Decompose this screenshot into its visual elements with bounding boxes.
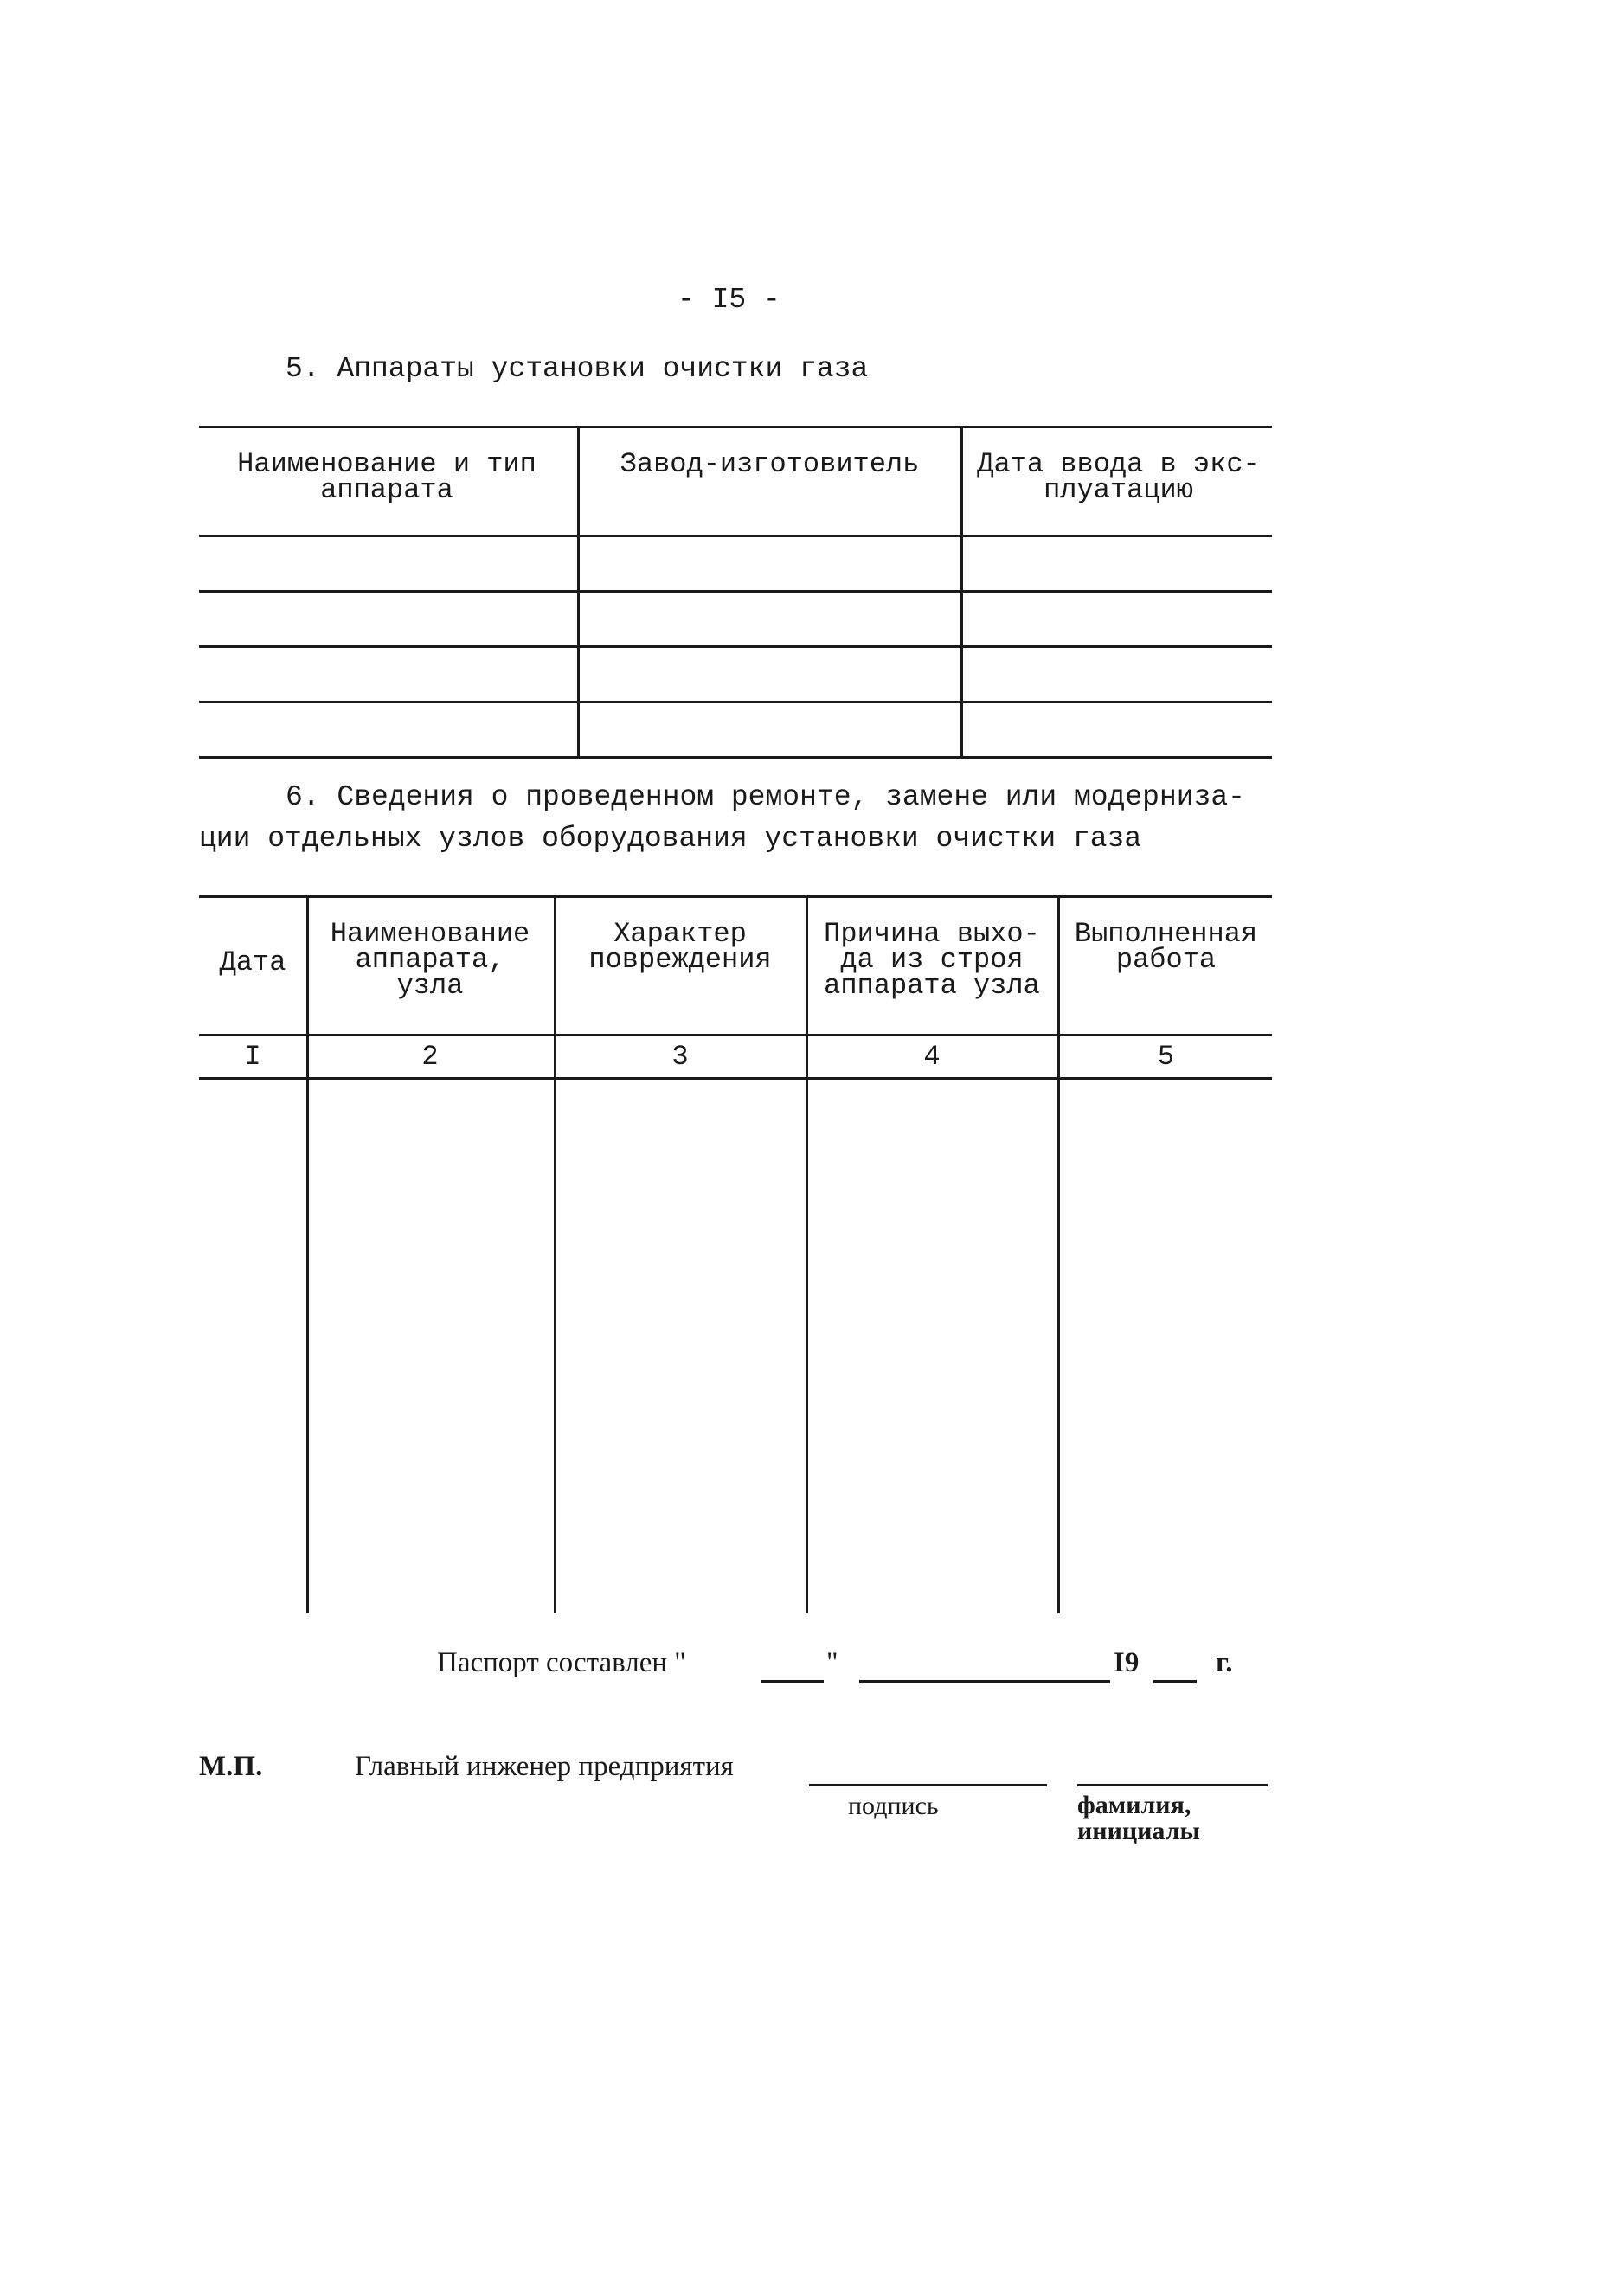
page-number: - I5 -: [678, 284, 780, 316]
table6-header-rule: [199, 1034, 1272, 1036]
day-blank: [761, 1680, 824, 1683]
passport-label: Паспорт составлен ": [437, 1647, 686, 1678]
table6-col-divider: [1057, 895, 1060, 1613]
engineer-label: Главный инженер предприятия: [355, 1751, 734, 1782]
table6-header-damage-type: Характер повреждения: [588, 918, 772, 976]
signature-blank: [809, 1784, 1047, 1786]
year-blank: [1153, 1680, 1197, 1683]
table6-header-failure-reason: Причина выхо- да из строя аппарата узла: [824, 918, 1040, 1002]
section6-title-line1: 6. Сведения о проведенном ремонте, замене или модерниза-: [286, 781, 1245, 813]
table6-numbers-rule: [199, 1077, 1272, 1080]
table6-col-number: 3: [671, 1041, 689, 1073]
month-blank: [859, 1680, 1110, 1683]
table6-col-number: 5: [1157, 1041, 1175, 1073]
table5-top-rule: [199, 426, 1272, 428]
table6-col-number: 4: [923, 1041, 941, 1073]
stamp-mark: М.П.: [199, 1751, 263, 1782]
table5-row-rule: [199, 701, 1272, 703]
table6-header-date: Дата: [219, 946, 286, 978]
section5-title: 5. Аппараты установки очистки газа: [286, 353, 869, 385]
table5-header-rule: [199, 535, 1272, 537]
table5-col-divider: [960, 426, 963, 759]
section6-title-line2: ции отдельных узлов оборудования установки очистки газа: [199, 823, 1142, 855]
table5-header-commission-date: Дата ввода в экс- плуатацию: [977, 448, 1260, 506]
table5-row-rule: [199, 590, 1272, 593]
year-prefix: I9: [1114, 1647, 1140, 1678]
name-blank: [1077, 1784, 1268, 1786]
table6-col-divider: [306, 895, 309, 1613]
table6-col-number: 2: [421, 1041, 439, 1073]
table6-header-apparatus-name: Наименование аппарата, узла: [330, 918, 530, 1002]
table5-row-rule: [199, 645, 1272, 648]
table5-bottom-rule: [199, 756, 1272, 759]
passport-quote-close: ": [826, 1647, 838, 1678]
name-caption: фамилия, инициалы: [1077, 1791, 1200, 1845]
table5-header-name-type: Наименование и тип аппарата: [237, 448, 536, 506]
table5-col-divider: [577, 426, 580, 759]
table6-col-divider: [554, 895, 556, 1613]
table6-top-rule: [199, 895, 1272, 898]
signature-caption: подпись: [848, 1792, 939, 1820]
table5-header-manufacturer: Завод-изготовитель: [620, 448, 920, 480]
table6-col-divider: [806, 895, 808, 1613]
table6-header-work-done: Выполненная работа: [1074, 918, 1258, 976]
table6-col-number: I: [244, 1041, 261, 1073]
year-suffix: г.: [1216, 1647, 1233, 1678]
